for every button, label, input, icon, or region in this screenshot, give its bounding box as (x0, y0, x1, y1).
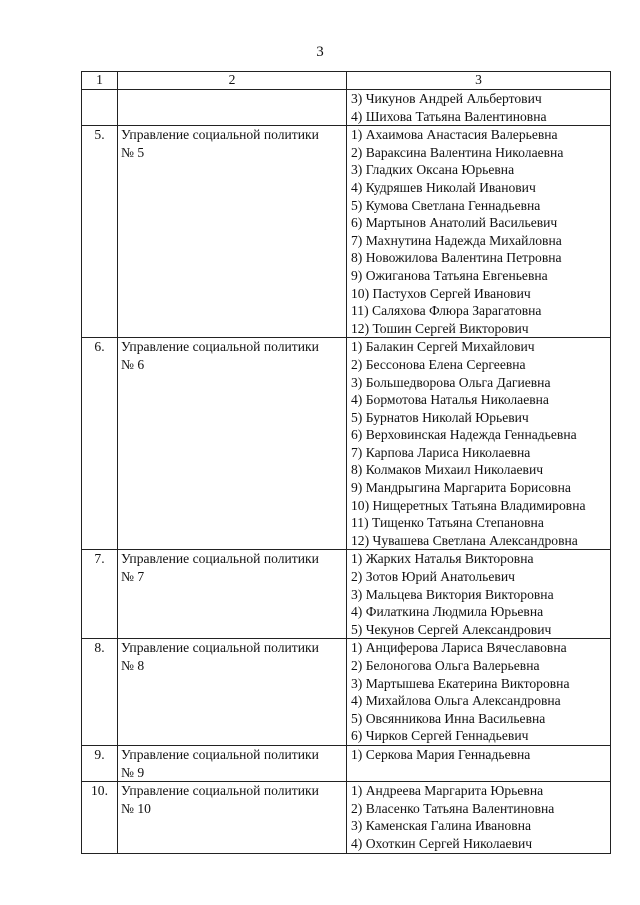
member-name: 5) Овсянникова Инна Васильевна (351, 710, 546, 726)
organization-name: Управление социальной политики № 8 (118, 639, 347, 746)
members-cell (347, 745, 611, 781)
continuation-org-cell (118, 90, 347, 126)
members-cell (347, 126, 611, 338)
member-name: 1) Ахаимова Анастасия Валерьевна (351, 127, 558, 143)
header-row (82, 72, 611, 90)
organization-name: Управление социальной политики № 10 (118, 782, 347, 853)
row-number: 5. (82, 126, 118, 338)
member-name: 4) Михайлова Ольга Александровна (351, 693, 561, 709)
organization-name: Управление социальной политики № 7 (118, 550, 347, 639)
member-name: 2) Власенко Татьяна Валентиновна (351, 800, 555, 816)
member-name: 1) Анциферова Лариса Вячеславовна (351, 640, 567, 656)
membership-table (81, 71, 611, 854)
members-cell (347, 338, 611, 550)
header-col-3: 3 (347, 72, 611, 90)
member-name: 5) Бурнатов Николай Юрьевич (351, 409, 529, 425)
member-name: 9) Мандрыгина Маргарита Борисовна (351, 480, 571, 496)
member-name: 8) Новожилова Валентина Петровна (351, 250, 562, 266)
table-row (82, 639, 611, 746)
member-name: 2) Вараксина Валентина Николаевна (351, 144, 564, 160)
member-name: 4) Филаткина Людмила Юрьевна (351, 604, 544, 620)
member-name: 8) Колмаков Михаил Николаевич (351, 462, 544, 478)
member-name: 4) Бормотова Наталья Николаевна (351, 392, 549, 408)
member-name: 7) Карпова Лариса Николаевна (351, 444, 531, 460)
member-name: 10) Нищеретных Татьяна Владимировна (351, 497, 586, 513)
member-name: 3) Мартышева Екатерина Викторовна (351, 675, 570, 691)
member-name: 2) Белоногова Ольга Валерьевна (351, 658, 540, 673)
member-name: 11) Тищенко Татьяна Степановна (351, 515, 544, 531)
member-name: 1) Балакин Сергей Михайлович (351, 339, 535, 355)
member-name: 12) Чувашева Светлана Александровна (351, 532, 578, 548)
member-name: 6) Чирков Сергей Геннадьевич (351, 728, 529, 744)
member-name: 3) Мальцева Виктория Викторовна (351, 586, 554, 602)
member-name: 11) Саляхова Флюра Зарагатовна (351, 303, 542, 319)
member-name: 12) Тошин Сергей Викторович (351, 320, 529, 336)
row-number: 7. (82, 550, 118, 639)
continuation-names-cell (347, 90, 611, 126)
member-name: 4) Кудряшев Николай Иванович (351, 179, 536, 195)
member-name: 7) Махнутина Надежда Михайловна (351, 232, 562, 248)
member-name: 10) Пастухов Сергей Иванович (351, 285, 531, 301)
row-number: 8. (82, 639, 118, 746)
table-row (82, 338, 611, 550)
member-name: 3) Большедворова Ольга Дагиевна (351, 374, 551, 390)
organization-name: Управление социальной политики № 5 (118, 126, 347, 338)
table-row (82, 126, 611, 338)
member-name: 1) Жарких Наталья Викторовна (351, 551, 534, 567)
row-number: 6. (82, 338, 118, 550)
member-name: 6) Мартынов Анатолий Васильевич (351, 215, 558, 231)
member-name: 1) Серкова Мария Геннадьевна (351, 746, 531, 762)
page-number: 3 (316, 44, 324, 60)
organization-name: Управление социальной политики № 9 (118, 745, 347, 781)
members-cell (347, 639, 611, 746)
member-name: 3) Каменская Галина Ивановна (351, 818, 531, 834)
continuation-row (82, 90, 611, 126)
member-name: 4) Шихова Татьяна Валентиновна (351, 108, 547, 124)
members-cell (347, 782, 611, 853)
member-name: 2) Бессонова Елена Сергеевна (351, 356, 526, 372)
header-col-2: 2 (118, 72, 347, 90)
table-row (82, 550, 611, 639)
member-name: 5) Кумова Светлана Геннадьевна (351, 197, 541, 213)
member-name: 1) Андреева Маргарита Юрьевна (351, 783, 544, 799)
row-number: 10. (82, 782, 118, 853)
table-row (82, 782, 611, 853)
member-name: 3) Гладких Оксана Юрьевна (351, 162, 515, 178)
member-name: 6) Верховинская Надежда Геннадьевна (351, 427, 577, 443)
member-name: 2) Зотов Юрий Анатольевич (351, 569, 515, 585)
continuation-num-cell (82, 90, 118, 126)
header-col-1: 1 (82, 72, 118, 90)
table-row (82, 745, 611, 781)
row-number: 9. (82, 745, 118, 781)
member-name: 4) Охоткин Сергей Николаевич (351, 835, 533, 851)
member-name: 5) Чекунов Сергей Александрович (351, 621, 552, 637)
members-cell (347, 550, 611, 639)
member-name: 9) Ожиганова Татьяна Евгеньевна (351, 267, 548, 283)
member-name: 3) Чикунов Андрей Альбертович (351, 91, 542, 106)
organization-name: Управление социальной политики № 6 (118, 338, 347, 550)
